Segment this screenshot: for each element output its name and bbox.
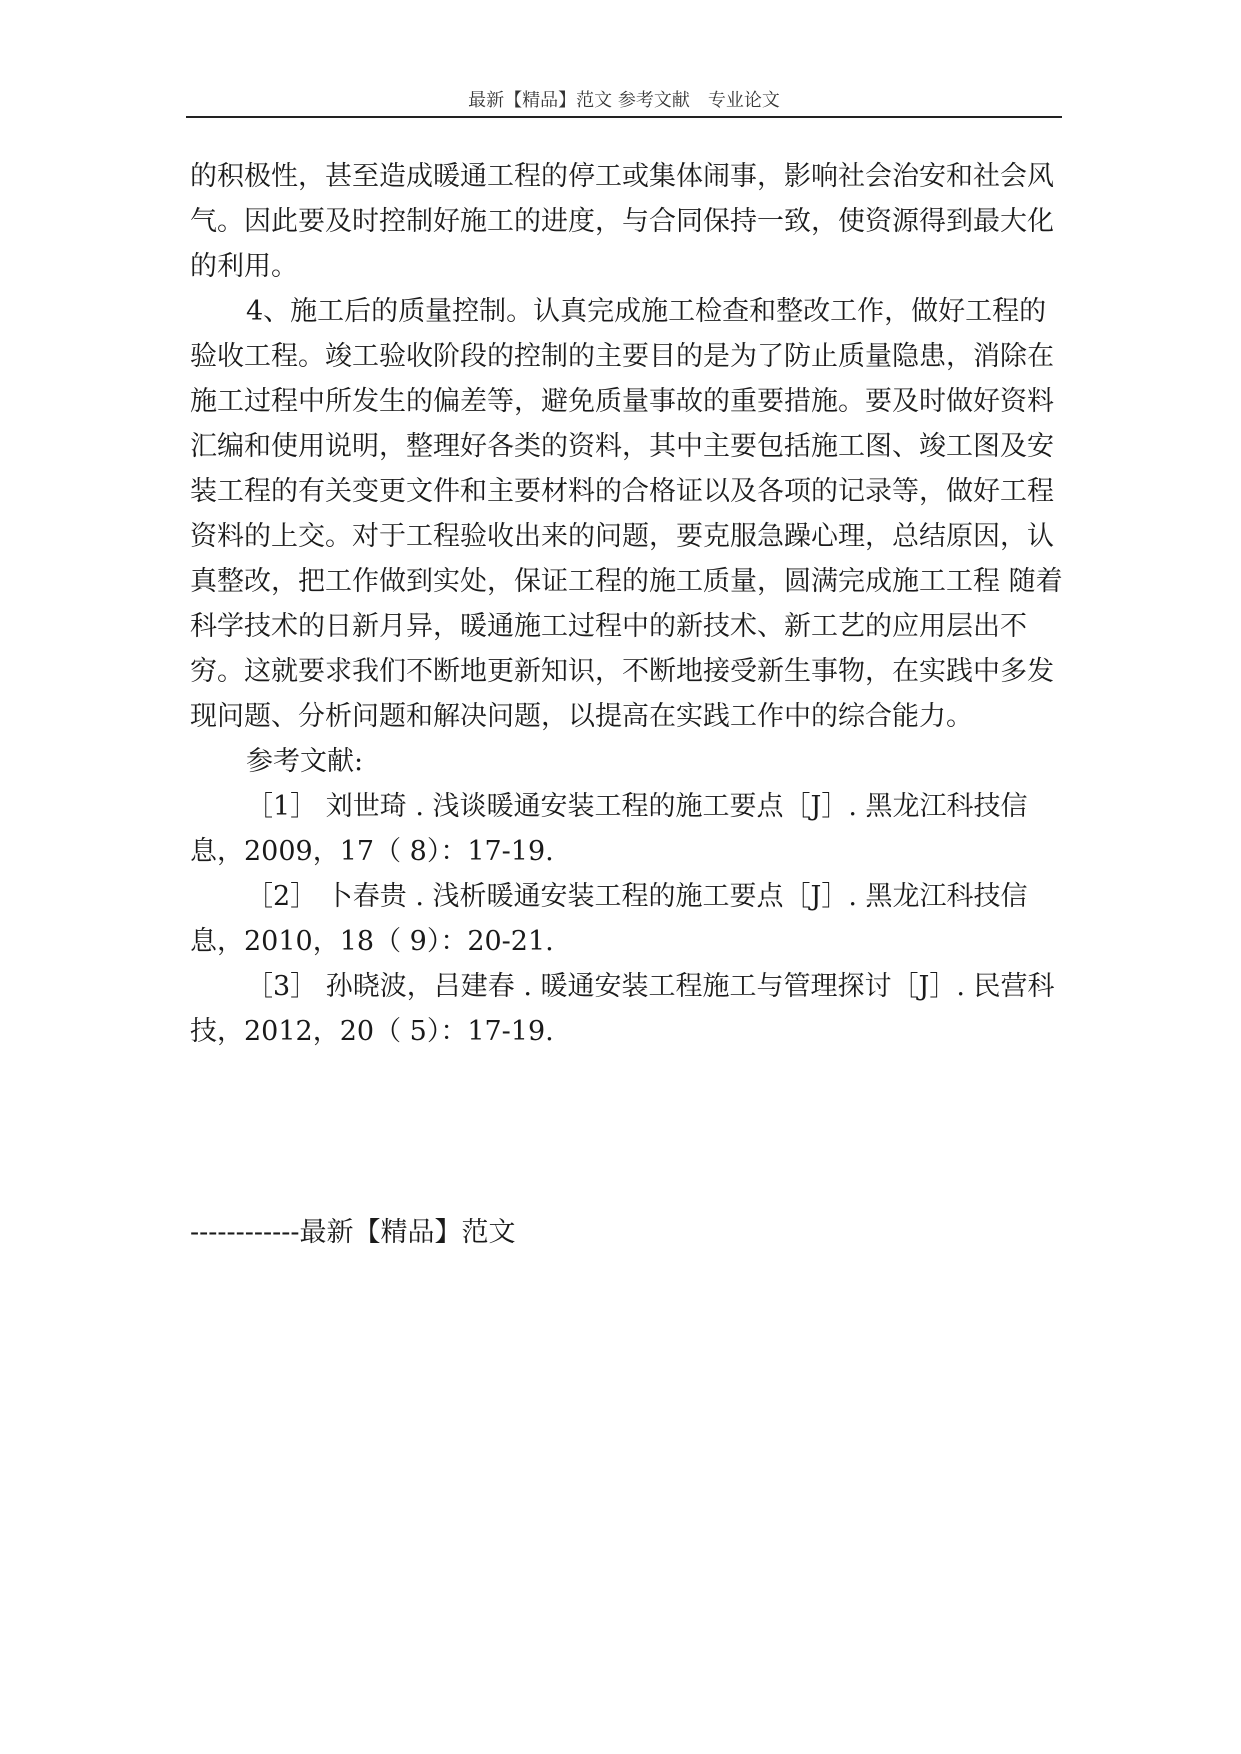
document-body xyxy=(190,154,1070,1054)
page-footer: ------------最新【精品】范文 xyxy=(190,1217,516,1248)
reference-item-1: ［1］ 刘世琦 . 浅谈暖通安装工程的施工要点［J］. 黑龙江科技信息，2009，17（ 8）：17-19. xyxy=(190,791,1028,867)
page-header: 最新【精品】范文 参考文献 专业论文 xyxy=(186,84,1062,118)
references-heading: 参考文献: xyxy=(246,746,364,777)
reference-item-2: ［2］ 卜春贵 . 浅析暖通安装工程的施工要点［J］. 黑龙江科技信息，2010，18（ 9）：20-21. xyxy=(190,881,1028,957)
reference-item-3: ［3］ 孙晓波，吕建春 . 暖通安装工程施工与管理探讨［J］. 民营科技，2012，20（ 5）：17-19. xyxy=(190,971,1055,1047)
body-paragraph-quality-control: 4、施工后的质量控制。认真完成施工检查和整改工作，做好工程的验收工程。竣工验收阶段的控制的主要目的是为了防止质量隐患，消除在施工过程中所发生的偏差等，避免质量事故的重要措施。要及时做好资料汇编和使用说明，整理好各类的资料，其中主要包括施工图、竣工图及安装工程的有关变更文件和主要材料的合格证以及各项的记录等，做好工程资料的上交。对于工程验收出来的问题，要克服急躁心理，总结原因，认真整改，把工作做到实处，保证工程的施工质量，圆满完成施工工程 随着科学技术的日新月异，暖通施工过程中的新技术、新工艺的应用层出不穷。这就要求我们不断地更新知识，不断地接受新生事物，在实践中多发现问题、分析问题和解决问题，以提高在实践工作中的综合能力。 xyxy=(190,296,1063,732)
body-paragraph-continued: 的积极性，甚至造成暖通工程的停工或集体闹事，影响社会治安和社会风气。因此要及时控制好施工的进度，与合同保持一致，使资源得到最大化的利用。 xyxy=(190,161,1054,282)
